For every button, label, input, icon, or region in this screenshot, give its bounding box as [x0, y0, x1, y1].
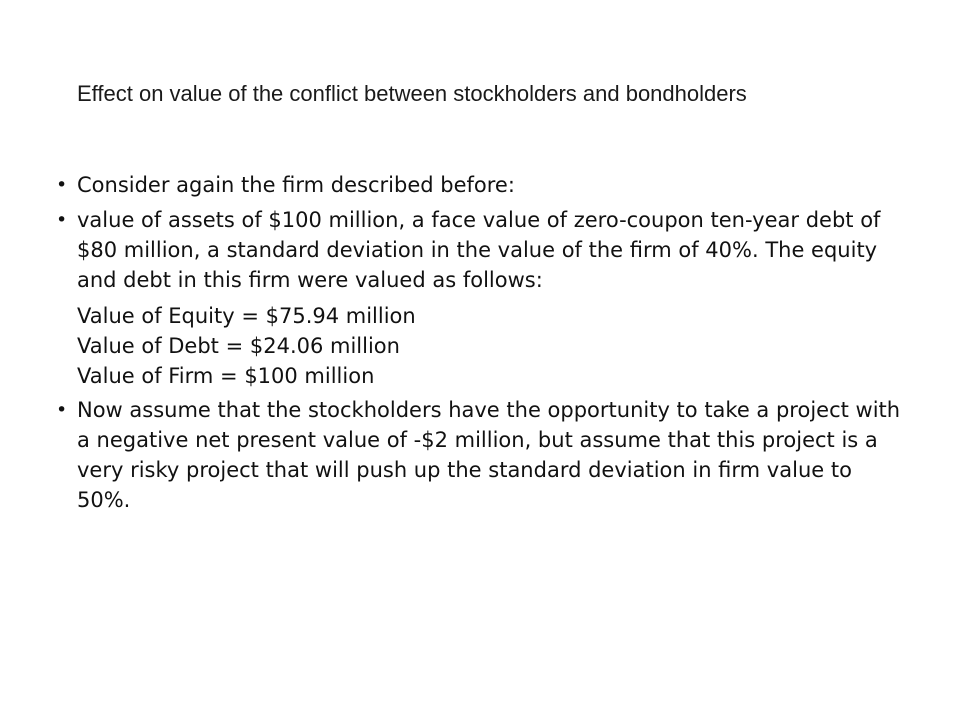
slide-content — [55, 170, 905, 520]
bullet-text: Consider again the firm described before: — [77, 173, 515, 197]
bullet-item — [55, 395, 905, 515]
bullet-icon: • — [56, 209, 68, 231]
debt-value-line: Value of Debt = $24.06 million — [77, 334, 400, 358]
bullet-icon: • — [56, 174, 68, 196]
valuation-list — [55, 301, 905, 391]
slide-title: Effect on value of the conflict between stockholders and bondholders — [77, 81, 747, 106]
equity-value-line: Value of Equity = $75.94 million — [77, 304, 416, 328]
bullet-text: value of assets of $100 million, a face value of zero-coupon ten-year debt of $80 million, a standard deviation in the value of the firm of 40%. The equity and debt in this firm were valued as follows: — [77, 208, 881, 292]
bullet-icon: • — [56, 399, 68, 421]
firm-value-line: Value of Firm = $100 million — [77, 364, 375, 388]
bullet-text: Now assume that the stockholders have the opportunity to take a project with a negative net present value of -$2 million, but assume that this project is a very risky project that will push up the standard deviation in firm value to 50%. — [77, 398, 901, 512]
bullet-item — [55, 170, 905, 200]
bullet-item — [55, 205, 905, 295]
